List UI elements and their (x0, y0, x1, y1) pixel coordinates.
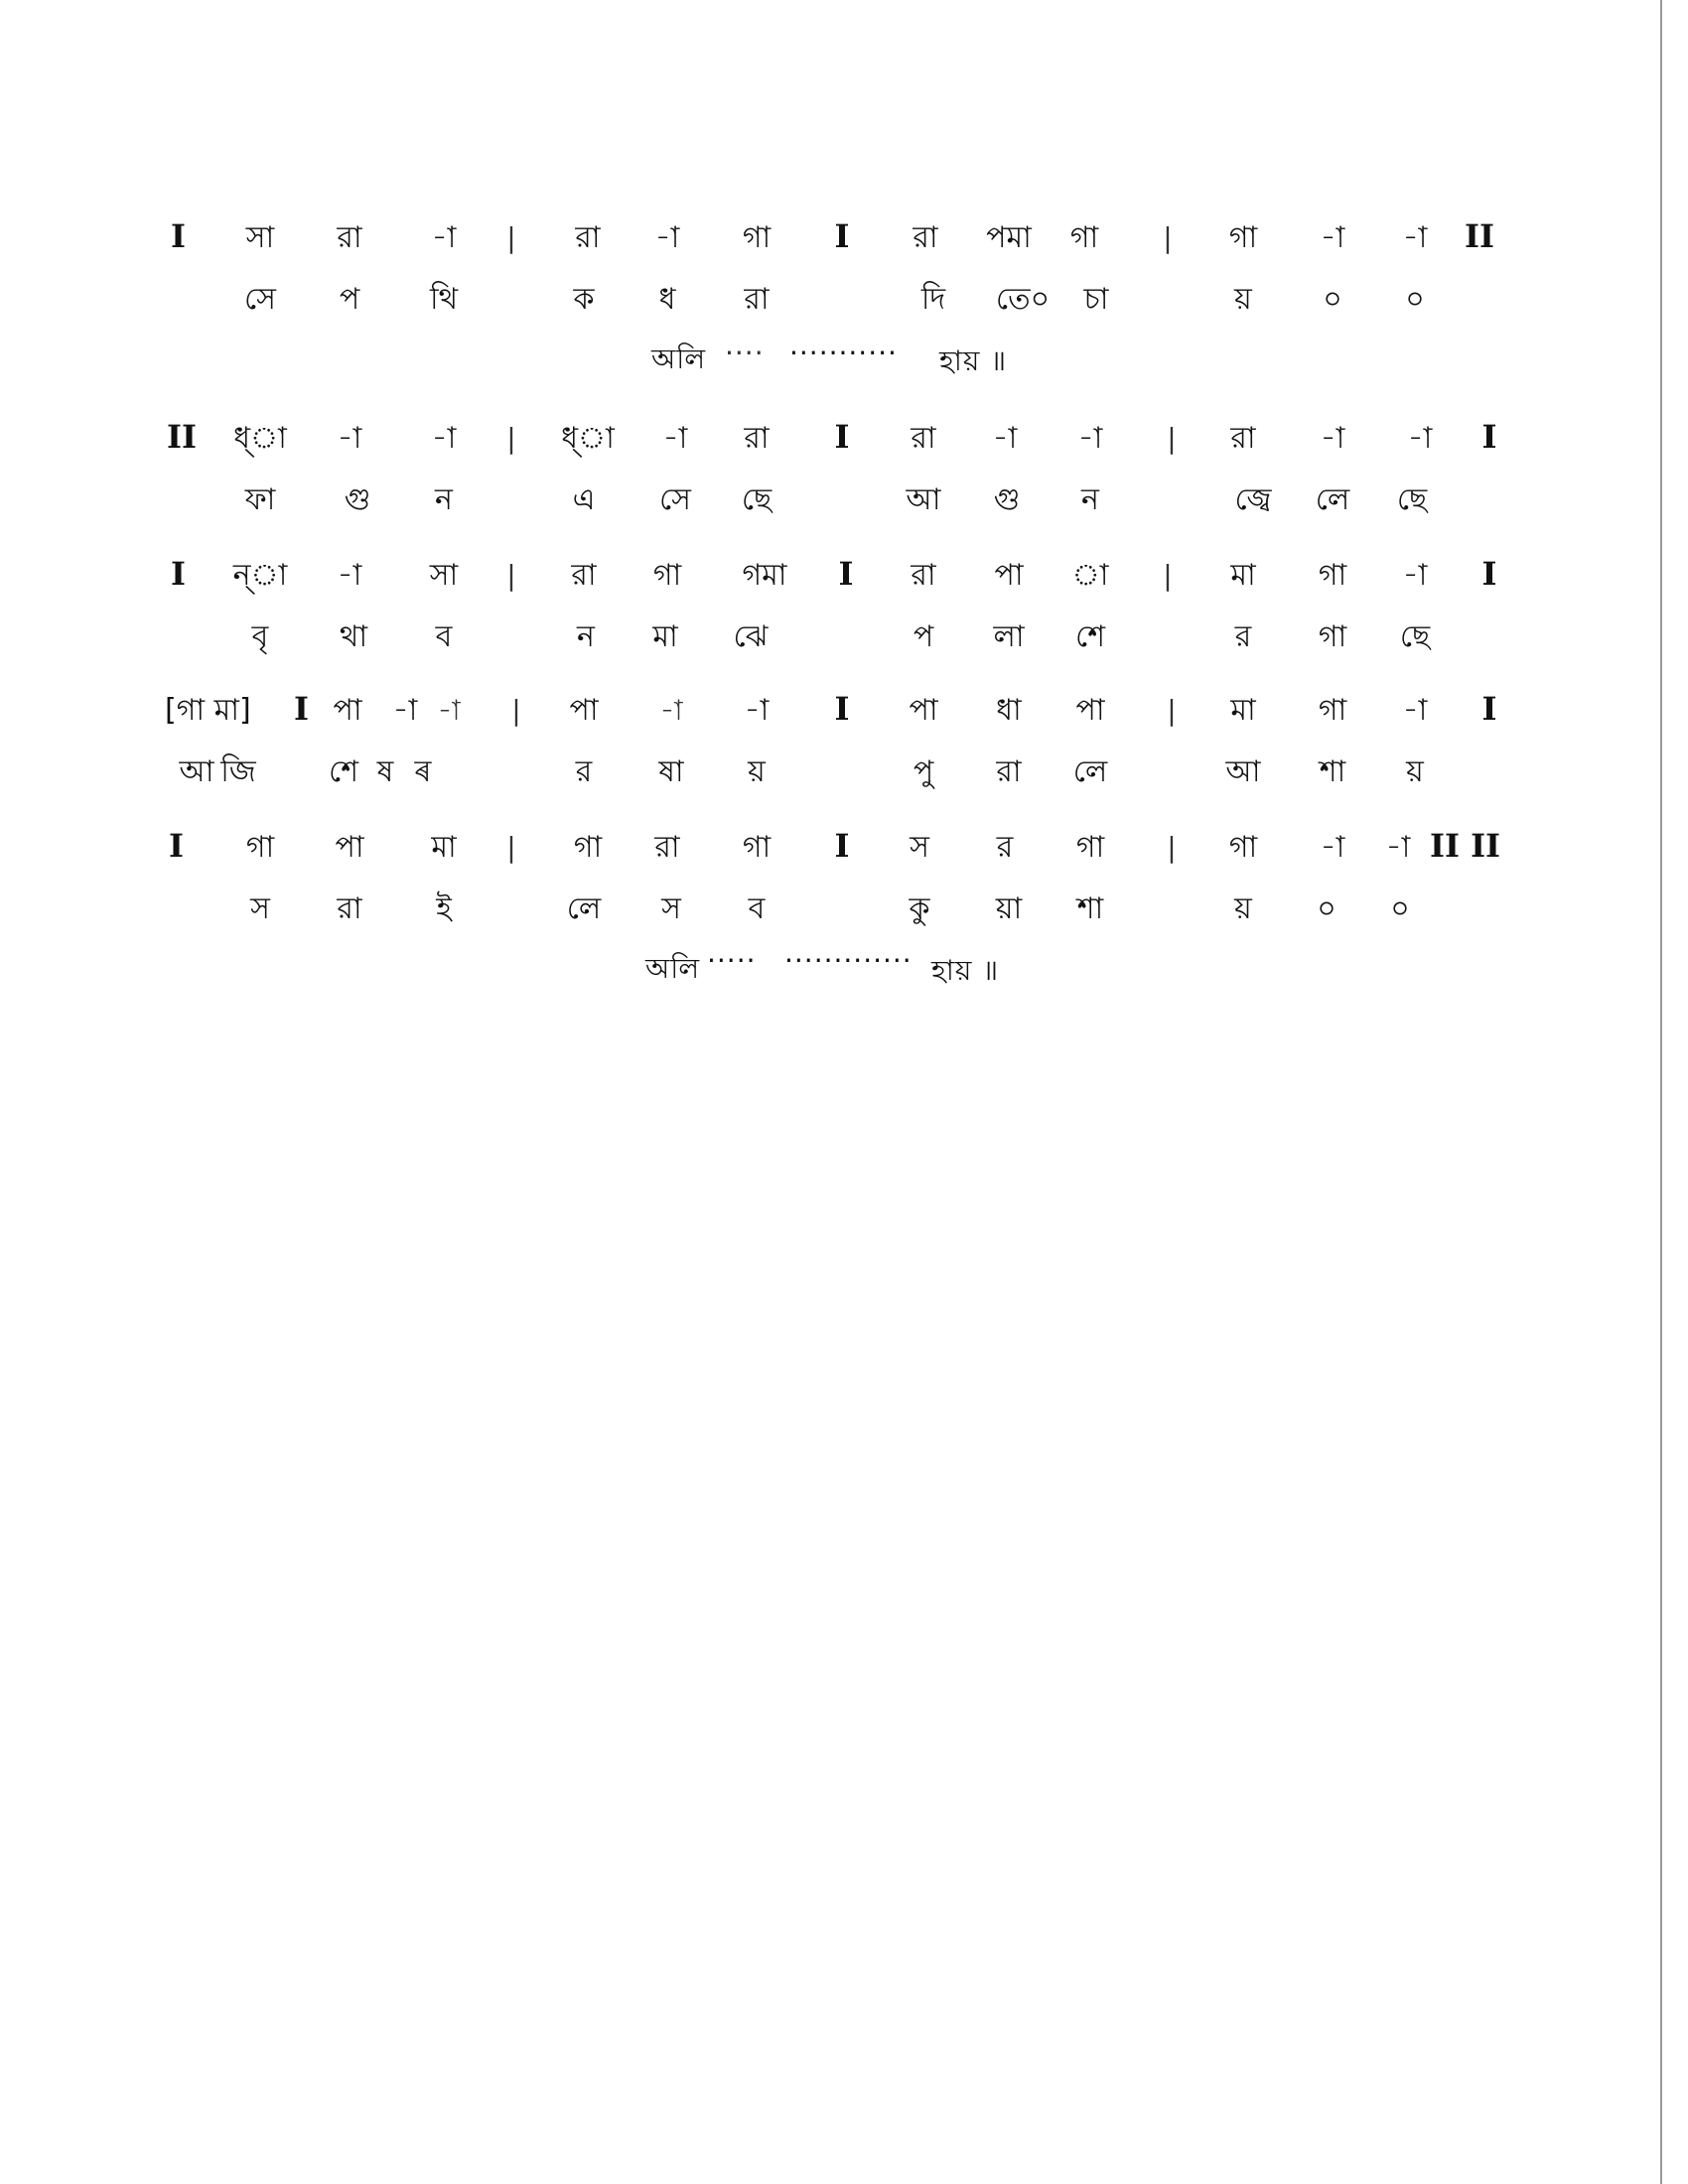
note: গা (573, 830, 603, 865)
close-bar: II (1465, 217, 1494, 255)
lyric-syllable: লা (993, 619, 1025, 654)
lyric-syllable: আ (179, 754, 214, 789)
note: -া (654, 220, 680, 255)
lyric-syllable: গু (344, 482, 371, 517)
note: -া (1385, 830, 1411, 865)
note: -া (1320, 830, 1345, 865)
note: রা (575, 220, 601, 255)
measure-bar: I (834, 827, 850, 865)
note: -া (337, 421, 362, 456)
beat-divider: | (1167, 694, 1177, 727)
note: মা (1230, 558, 1256, 593)
lyric-syllable: রা (337, 891, 362, 926)
lyric-syllable: র (1234, 619, 1252, 654)
lyric-syllable: তে০ (995, 282, 1051, 317)
note: গা (1228, 830, 1258, 865)
lyric-syllable: থা (339, 619, 368, 654)
note: রা (913, 220, 938, 255)
note: রা (1230, 421, 1256, 456)
note: -া (437, 694, 461, 727)
beat-divider: | (506, 831, 516, 864)
lyric-syllable: মা (652, 619, 678, 654)
lyric-syllable: য় (1234, 891, 1252, 926)
note: -া (1320, 220, 1345, 255)
lyric-syllable: আ (1225, 754, 1261, 789)
note: ধা (996, 693, 1022, 728)
note: গা (1318, 693, 1347, 728)
note: মা (431, 830, 457, 865)
note: -া (1320, 421, 1345, 456)
lyric-syllable: ০ (1405, 282, 1425, 317)
note: -া (659, 694, 683, 727)
note: ধ্া (233, 421, 287, 456)
note: গা (1318, 558, 1347, 593)
note: পমা (986, 220, 1032, 255)
beat-divider: | (1163, 221, 1173, 254)
refrain-dots: ····· (707, 944, 757, 977)
lyric-syllable: ছে (741, 482, 773, 517)
note: মা (1230, 693, 1256, 728)
lyric-syllable: ০ (1317, 891, 1336, 926)
note: রা (911, 421, 936, 456)
lyric-syllable: বৃ (251, 619, 269, 654)
lyric-syllable: প (913, 619, 934, 654)
lyric-syllable: র (575, 754, 593, 789)
lyric-syllable: গা (1318, 619, 1347, 654)
open-bar: I (171, 217, 186, 255)
lyric-syllable: সে (659, 482, 691, 517)
lyric-syllable: জি (220, 754, 256, 789)
note: পা (994, 558, 1024, 593)
prefix-notes: [গা মা] (165, 693, 251, 728)
refrain-dots: ··········· (789, 337, 898, 369)
note: -া (1402, 693, 1428, 728)
lyric-syllable: শা (1076, 891, 1104, 926)
close-bar: I (1481, 690, 1497, 728)
note: পা (335, 830, 364, 865)
note: গা (742, 830, 772, 865)
lyric-syllable: য় (748, 754, 766, 789)
note: রা (744, 421, 770, 456)
lyric-syllable: য় (1234, 282, 1252, 317)
note: গমা (742, 558, 787, 593)
refrain-dots: ············· (784, 944, 913, 977)
note: রা (911, 558, 936, 593)
measure-bar: I (834, 418, 850, 456)
lyric-syllable: জ্বে (1234, 482, 1272, 517)
lyric-syllable: লে (1315, 482, 1350, 517)
measure-bar: I (834, 217, 850, 255)
note: গা (742, 220, 772, 255)
lyric-syllable: স (661, 891, 681, 926)
lyric-syllable: রা (744, 282, 770, 317)
note: -া (1402, 558, 1428, 593)
note: -া (744, 693, 770, 728)
lyric-syllable: শে (329, 754, 358, 789)
lyric-syllable: থি (429, 282, 459, 317)
lyric-syllable: ৰ (414, 754, 432, 789)
note: ন্া (232, 558, 288, 593)
lyric-syllable: ব (435, 619, 453, 654)
lyric-syllable: য়া (995, 891, 1023, 926)
note: সা (245, 220, 275, 255)
lyric-syllable: ব (748, 891, 766, 926)
swaralipi-notation (0, 0, 1688, 993)
lyric-syllable: লে (566, 891, 602, 926)
note: গা (1075, 830, 1105, 865)
lyric-syllable: লে (1072, 754, 1108, 789)
lyric-syllable: ষা (658, 754, 684, 789)
beat-divider: | (1167, 831, 1177, 864)
lyric-syllable: ছে (1396, 482, 1428, 517)
lyric-syllable: ক (573, 282, 595, 317)
lyric-syllable: শে (1075, 619, 1105, 654)
note: া (1071, 558, 1109, 593)
refrain-start: অলি (651, 342, 707, 375)
measure-bar: I (838, 555, 854, 593)
beat-divider: | (506, 559, 516, 592)
lyric-syllable: ০ (1323, 282, 1342, 317)
lyric-syllable: দি (920, 282, 946, 317)
note: ধ্া (561, 421, 615, 456)
note: পা (333, 693, 362, 728)
note: পা (909, 693, 938, 728)
lyric-syllable: সে (244, 282, 276, 317)
lyric-syllable: শা (1319, 754, 1346, 789)
lyric-syllable: গু (993, 482, 1021, 517)
note: -া (337, 558, 362, 593)
refrain-start: অলি (645, 952, 701, 985)
refrain-end: হায় ॥ (939, 344, 1008, 377)
note: র (996, 830, 1014, 865)
lyric-syllable: ন (1081, 482, 1099, 517)
lyric-syllable: ই (436, 891, 452, 926)
note: গা (1069, 220, 1099, 255)
note: সা (429, 558, 459, 593)
lyric-syllable: য় (1406, 754, 1424, 789)
note: -া (431, 421, 457, 456)
beat-divider: | (506, 221, 516, 254)
open-bar: II (167, 418, 197, 456)
close-bar: II II (1430, 827, 1501, 865)
beat-divider: | (506, 422, 516, 455)
lyric-syllable: পু (913, 754, 934, 789)
lyric-syllable: ০ (1390, 891, 1410, 926)
note: রা (654, 830, 680, 865)
lyric-syllable: প (339, 282, 360, 317)
note: -া (431, 220, 457, 255)
note: -া (992, 421, 1018, 456)
lyric-syllable: চা (1083, 282, 1109, 317)
note: -া (662, 421, 688, 456)
measure-bar: I (834, 690, 850, 728)
lyric-syllable: ষ (376, 754, 394, 789)
lyric-syllable: এ (572, 482, 596, 517)
note: গা (1228, 220, 1258, 255)
open-bar: I (171, 555, 186, 593)
lyric-syllable: ধ (658, 282, 676, 317)
open-bar: I (294, 690, 309, 728)
lyric-syllable: ন (435, 482, 453, 517)
note: পা (569, 693, 599, 728)
beat-divider: | (511, 694, 521, 727)
refrain-dots: ···· (725, 337, 765, 369)
beat-divider: | (1163, 559, 1173, 592)
lyric-syllable: ছে (1399, 619, 1431, 654)
lyric-syllable: ন (577, 619, 595, 654)
note: -া (1407, 421, 1433, 456)
note: -া (1077, 421, 1103, 456)
lyric-syllable: স (250, 891, 270, 926)
note: রা (337, 220, 362, 255)
lyric-syllable: রা (996, 754, 1022, 789)
close-bar: I (1481, 555, 1497, 593)
close-bar: I (1481, 418, 1497, 456)
refrain-end: হায় ॥ (931, 954, 1000, 987)
note: রা (571, 558, 597, 593)
lyric-syllable: ঝে (733, 619, 769, 654)
note: -া (1402, 220, 1428, 255)
beat-divider: | (1167, 422, 1177, 455)
note: স (910, 830, 929, 865)
lyric-syllable: আ (906, 482, 941, 517)
lyric-syllable: ফা (244, 482, 276, 517)
note: পা (1075, 693, 1105, 728)
note: গা (652, 558, 682, 593)
note: গা (245, 830, 275, 865)
note: -া (392, 693, 418, 728)
open-bar: I (169, 827, 184, 865)
lyric-syllable: কু (909, 891, 930, 926)
